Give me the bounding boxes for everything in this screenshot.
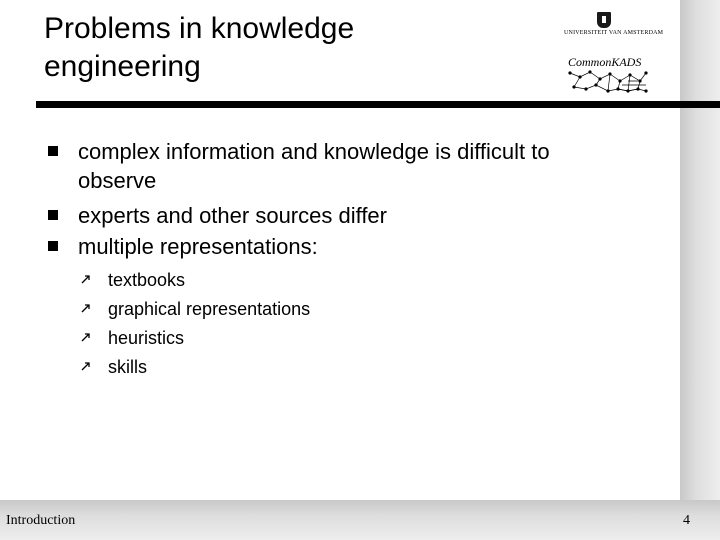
uva-shield-icon (597, 12, 611, 28)
bullet-item-1-continuation: observe (78, 168, 157, 193)
bullet-item-1 (78, 137, 638, 195)
commonkads-logo (566, 55, 650, 95)
title-divider (36, 101, 720, 108)
diagonal-arrow-icon (80, 302, 92, 314)
slide-title-line-2: engineering (44, 50, 201, 83)
sub-bullet-item-1: textbooks (108, 270, 186, 290)
slide-title-line-1: Problems in knowledge (44, 12, 355, 45)
diagonal-arrow-icon (80, 273, 92, 285)
diagonal-arrow-icon (80, 360, 92, 372)
slide-title (44, 10, 524, 86)
commonkads-network-icon (566, 69, 650, 95)
sub-bullet-item-3: heuristics (108, 328, 185, 348)
bullet-square-icon (48, 146, 58, 156)
right-shadow (680, 0, 720, 540)
sub-bullet-item-2: graphical representations (108, 299, 311, 319)
footer-section-label: Introduction (6, 513, 76, 528)
bullet-item-3: multiple representations: (78, 234, 318, 259)
diagonal-arrow-icon (80, 331, 92, 343)
commonkads-logo-text: CommonKADS (568, 55, 642, 69)
page-number: 4 (683, 513, 690, 528)
bullet-item-2: experts and other sources differ (78, 203, 387, 228)
bullet-square-icon (48, 241, 58, 251)
uva-logo-text: UNIVERSITEIT VAN AMSTERDAM (564, 30, 664, 36)
uva-logo (560, 12, 664, 40)
bullet-square-icon (48, 210, 58, 220)
bottom-shadow (0, 500, 720, 540)
bullet-item-1-text: complex information and knowledge is difficult to (78, 139, 550, 164)
sub-bullet-item-4: skills (108, 357, 147, 377)
